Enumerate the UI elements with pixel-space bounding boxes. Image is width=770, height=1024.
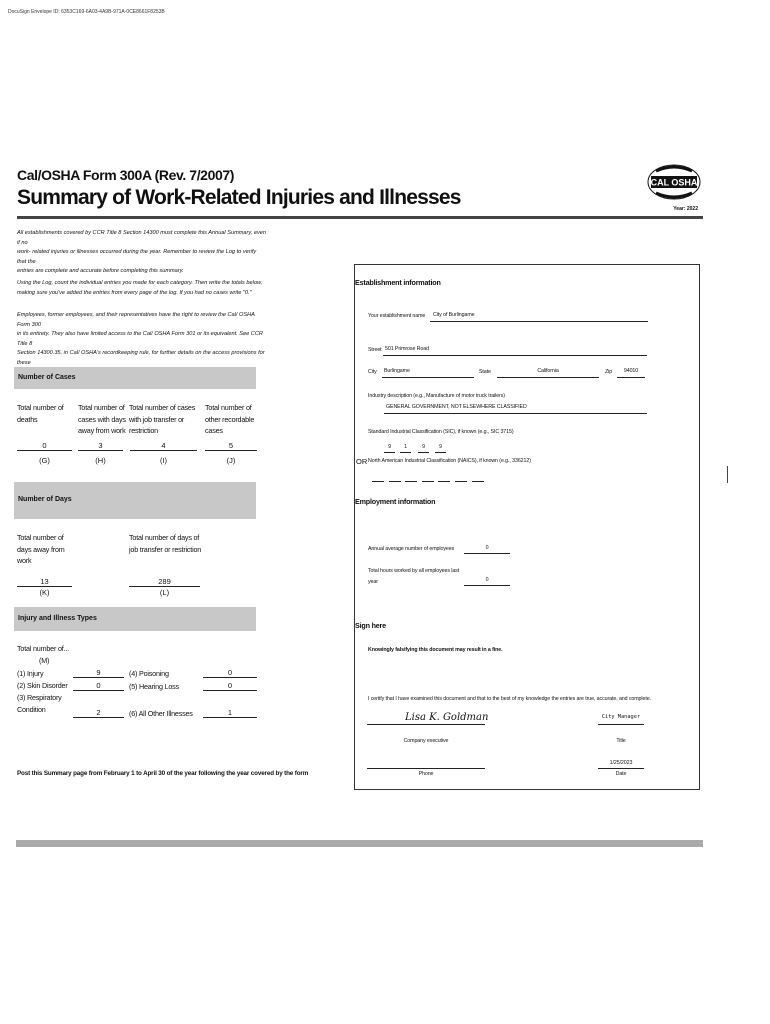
street-field[interactable]: 501 Primrose Road [383, 346, 647, 356]
employees-note: Employees, former employees, and their representatives have the right to review the Cal/ OSHA Form 300 in its entirety. They also have limited access to the Cal/ OSHA Form 301 or its equivalent. See CCR Title 8 Section 14300.35, in Cal/ OSHA's recordkeeping rule, for further details on the access provisions for these [17, 312, 265, 366]
naics-label: North American Industrial Classification (NAICS), if known (e.g., 336212) [368, 458, 531, 464]
sic-digit-2[interactable]: 1 [400, 444, 411, 453]
types-total-label: Total number of... [17, 644, 69, 653]
code-l: (L) [159, 588, 170, 597]
sic-digit-1[interactable]: 9 [384, 444, 395, 453]
code-i: (I) [159, 456, 168, 465]
city-field[interactable]: Burlingame [382, 368, 474, 378]
hours-worked-label: Total hours worked by all employees last year [368, 568, 460, 585]
cases-heading-bar: Number of Cases [14, 367, 256, 389]
establishment-name-label: Your establishment name [368, 313, 426, 319]
industry-label: Industry description (e.g., Manufacture of motor truck trailers) [368, 393, 505, 399]
street-label: Street [368, 347, 382, 353]
respiratory-label: (3) Respiratory [17, 693, 62, 702]
naics-digit-7[interactable] [472, 481, 484, 482]
certify-statement: I certify that I have examined this document and that to the best of my knowledge the entries are true, accurate, and complete. [368, 696, 651, 702]
sign-heading: Sign here [355, 621, 386, 630]
days-transfer-value[interactable]: 289 [129, 577, 200, 587]
naics-digit-6[interactable] [455, 481, 467, 482]
date-label: Date [615, 771, 627, 777]
skin-disorder-value[interactable]: 0 [73, 681, 124, 691]
executive-signature-line[interactable] [367, 724, 485, 725]
poisoning-value[interactable]: 0 [203, 668, 257, 678]
zip-field[interactable]: 94010 [617, 368, 645, 378]
bottom-divider [16, 840, 703, 847]
naics-digit-4[interactable] [422, 481, 434, 482]
phone-label: Phone [418, 771, 434, 777]
naics-digit-1[interactable] [372, 481, 384, 482]
condition-label: Condition [17, 705, 46, 714]
post-note: Post this Summary page from February 1 to April 30 of the year following the year covered by the form [17, 770, 309, 777]
other-illnesses-label: (6) All Other Illnesses [129, 709, 193, 718]
employment-heading: Employment information [355, 497, 436, 506]
days-away-work-label: Total number of days away from work [17, 533, 65, 565]
other-recordable-value[interactable]: 5 [205, 441, 257, 451]
page-title: Summary of Work-Related Injuries and Illnesses [17, 186, 461, 209]
injury-value[interactable]: 9 [73, 668, 124, 678]
hours-worked-field[interactable]: 0 [464, 577, 510, 586]
poisoning-label: (4) Poisoning [129, 669, 169, 678]
days-away-label: Total number of cases with days away from work [78, 403, 126, 435]
page-edge-mark [727, 466, 728, 483]
hearing-loss-label: (5) Hearing Loss [129, 682, 179, 691]
intro-text: All establishments covered by CCR Title 8 Section 14300 must complete this Annual Summary, even if no work- related injuries or illnesses occurred during the year. Remember to review the Log to verify that the entries are complete and accurate before completing this summary. [17, 230, 266, 274]
title-rule [17, 216, 703, 219]
deaths-label: Total number of deaths [17, 403, 64, 424]
state-label: State [479, 369, 491, 375]
zip-label: Zip [605, 369, 613, 375]
establishment-name-field[interactable]: City of Burlingame [430, 312, 648, 322]
sic-digit-3[interactable]: 9 [418, 444, 429, 453]
form-number: Cal/OSHA Form 300A (Rev. 7/2007) [17, 167, 234, 183]
instructions-text: Using the Log, count the individual entries you made for each category. Then write the totals below, making sure you've added the entries from every page of the log. If you had no cases write "0." [17, 280, 263, 296]
naics-digit-5[interactable] [438, 481, 450, 482]
respiratory-value[interactable]: 2 [73, 708, 124, 718]
industry-field[interactable]: GENERAL GOVERNMENT, NOT ELSEWHERE CLASSIFIED [384, 404, 647, 414]
docusign-envelope-id: DocuSign Envelope ID: 6353C169-6A03-4A9B-971A-0CE8661F8253B [8, 9, 165, 15]
other-recordable-label: Total number of other recordable cases [205, 403, 255, 435]
deaths-value[interactable]: 0 [17, 441, 72, 451]
svg-text:CAL OSHA: CAL OSHA [650, 177, 698, 188]
falsify-warning: Knowingly falsifying this document may result in a fine. [368, 647, 503, 653]
job-transfer-cases-value[interactable]: 4 [130, 441, 197, 451]
city-label: City [368, 369, 377, 375]
job-transfer-label: Total number of cases with job transfer or restriction [129, 403, 196, 435]
avg-employees-label: Annual average number of employees [368, 546, 455, 552]
sic-digit-4[interactable]: 9 [435, 444, 446, 453]
days-heading-bar: Number of Days [14, 482, 256, 519]
skin-disorder-label: (2) Skin Disorder [17, 681, 68, 690]
year-label: Year: 2022 [673, 206, 698, 212]
title-label: Title [616, 738, 626, 744]
days-job-transfer-label: Total number of days of job transfer or restriction [129, 533, 202, 554]
types-heading-bar: Injury and Illness Types [14, 607, 256, 631]
date-field[interactable]: 1/25/2023 [598, 760, 644, 769]
avg-employees-field[interactable]: 0 [464, 545, 510, 554]
title-field[interactable]: City Manager [598, 714, 644, 725]
code-j: (J) [226, 456, 236, 465]
or-label: OR [356, 457, 368, 466]
code-m: (M) [39, 656, 50, 665]
naics-digit-3[interactable] [405, 481, 417, 482]
sic-label: Standard Industrial Classification (SIC), if known (e.g., SIC 3715) [368, 429, 514, 435]
days-away-cases-value[interactable]: 3 [78, 441, 123, 451]
executive-signature: Lisa K. Goldman [405, 712, 489, 723]
cal-osha-logo [646, 163, 702, 201]
code-k: (K) [39, 588, 50, 597]
executive-label: Company executive [403, 738, 449, 744]
code-g: (G) [39, 456, 50, 465]
other-illnesses-value[interactable]: 1 [203, 708, 257, 718]
code-h: (H) [95, 456, 106, 465]
injury-label: (1) Injury [17, 669, 44, 678]
phone-field[interactable] [367, 755, 485, 769]
days-away-value[interactable]: 13 [17, 577, 72, 587]
establishment-heading: Establishment information [355, 278, 441, 287]
state-field[interactable]: California [497, 368, 599, 378]
hearing-loss-value[interactable]: 0 [203, 681, 257, 691]
naics-digit-2[interactable] [389, 481, 401, 482]
